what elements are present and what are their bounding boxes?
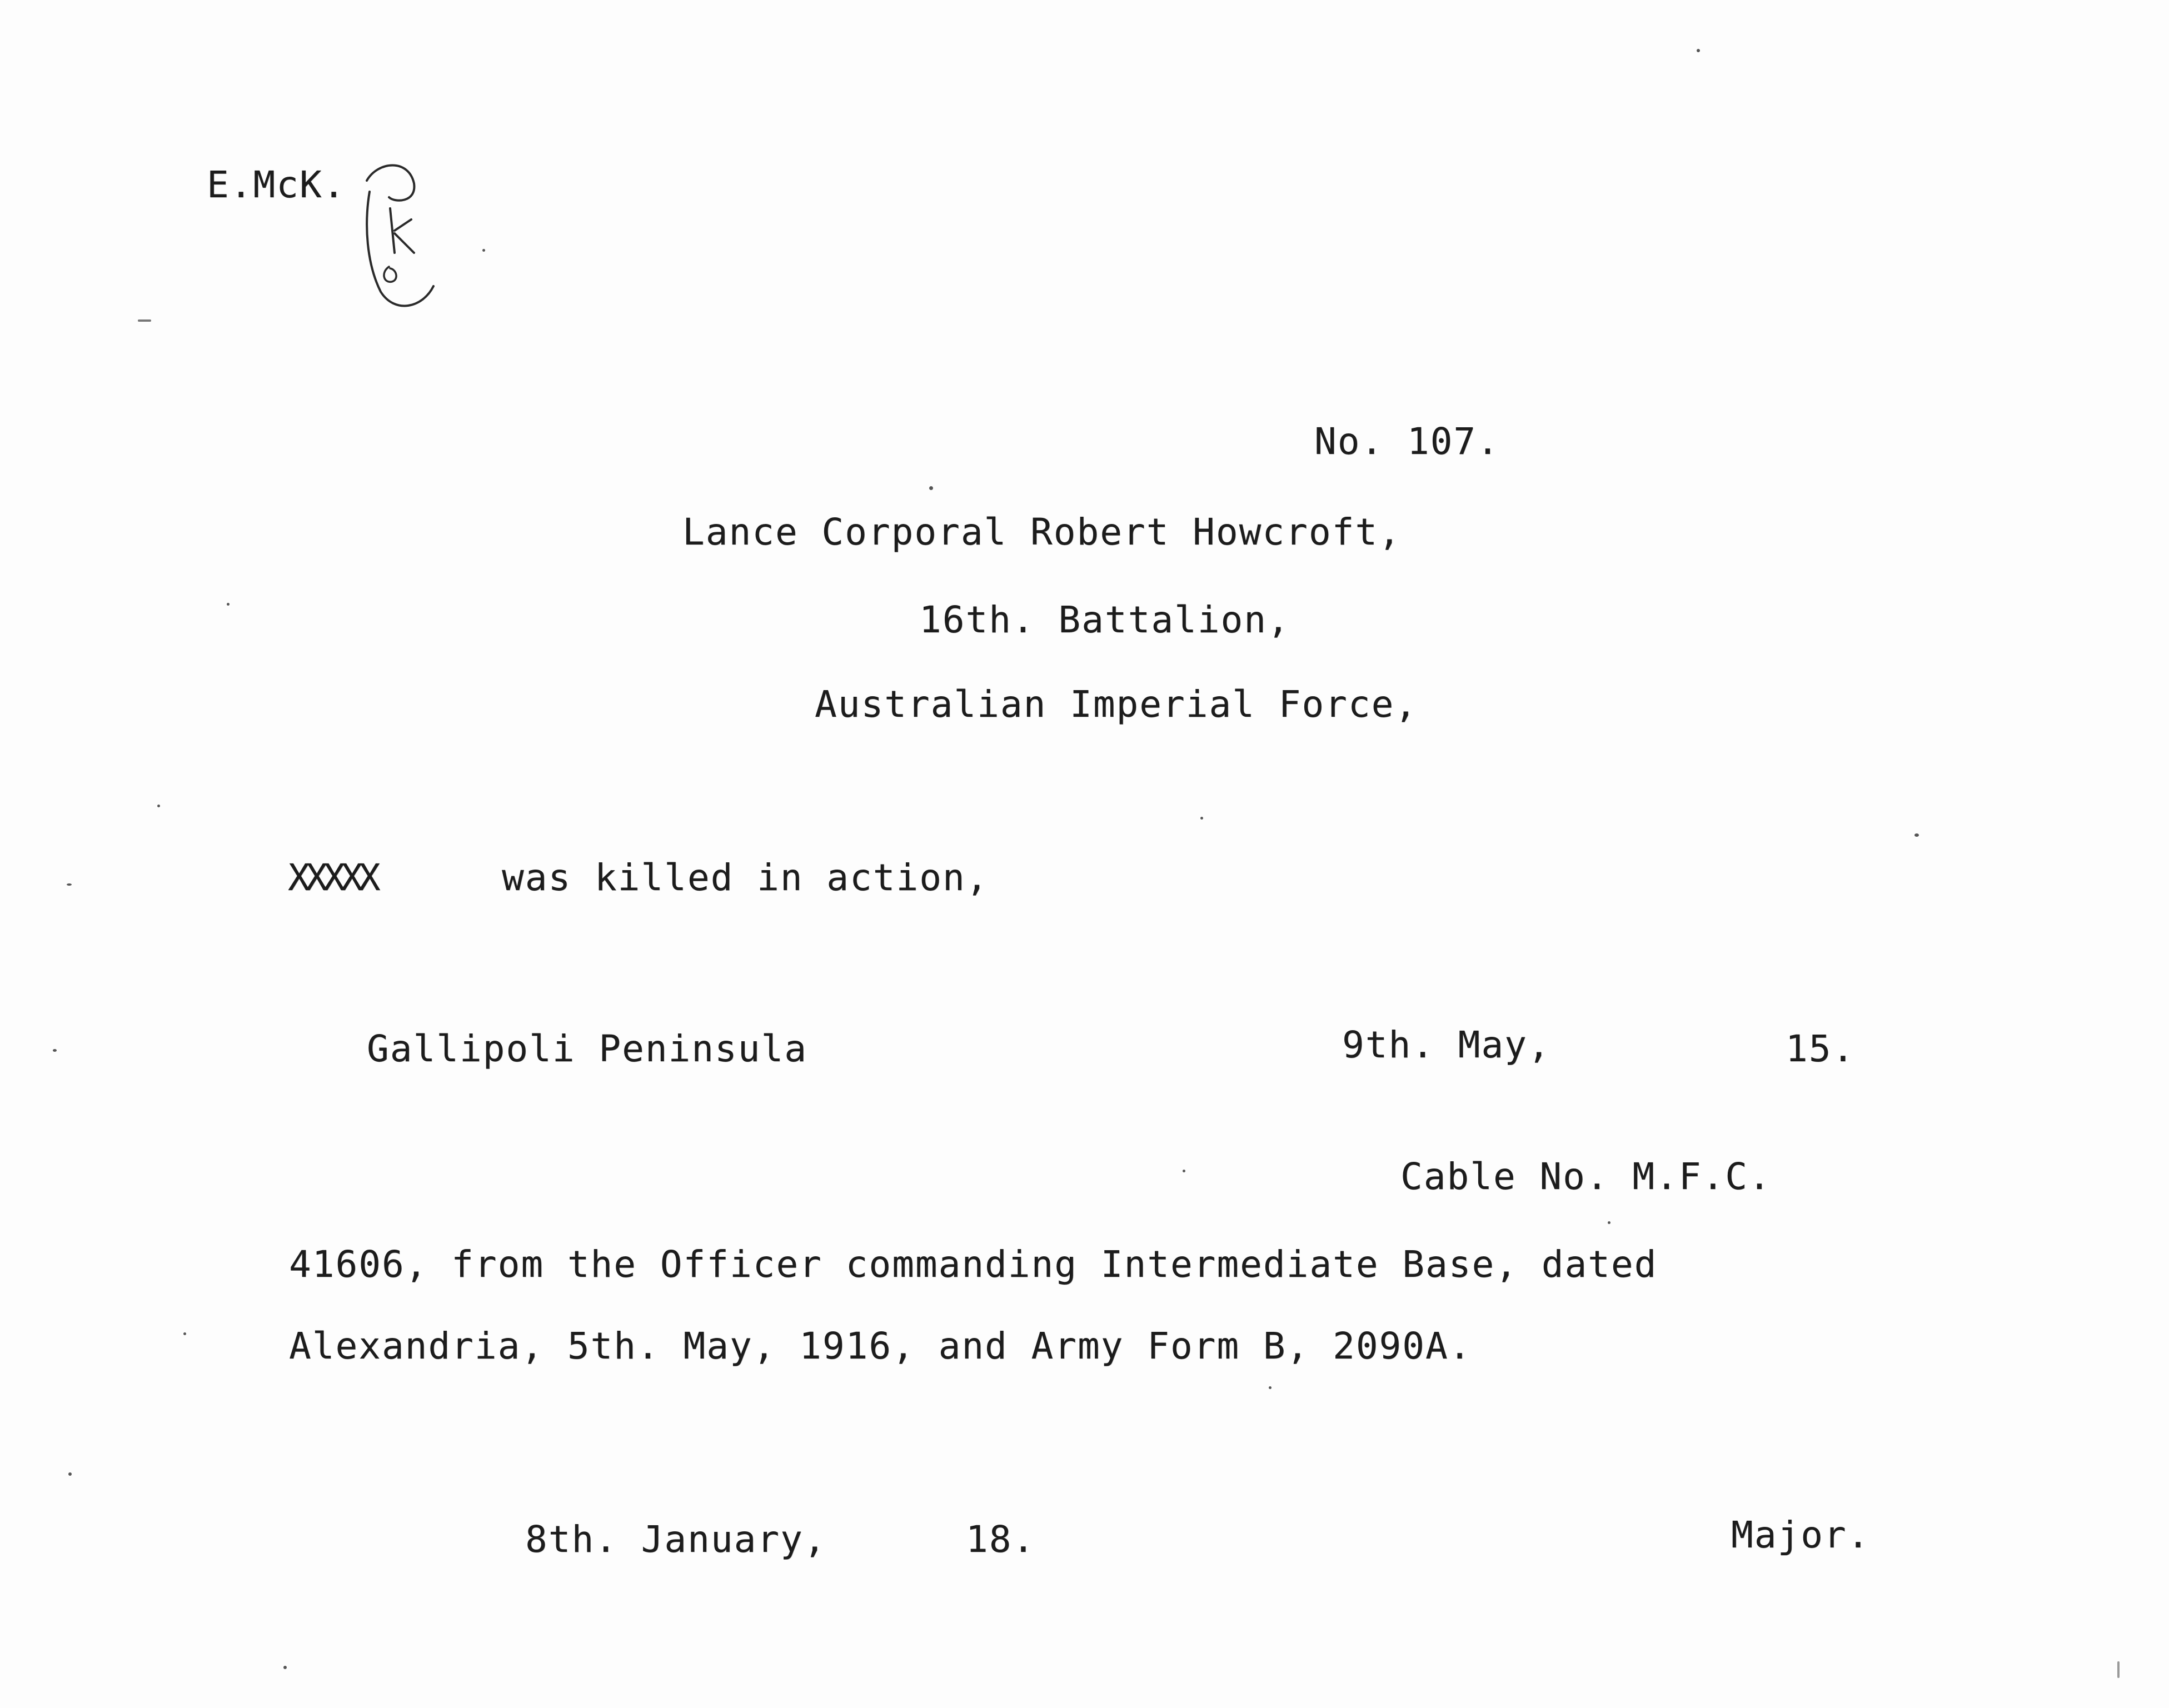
paper-speck: [157, 805, 160, 807]
soldier-force: Australian Imperial Force,: [815, 683, 1418, 726]
paper-speck: [1269, 1386, 1272, 1389]
soldier-unit: 16th. Battalion,: [919, 598, 1290, 641]
death-date: 9th. May,: [1342, 1023, 1551, 1066]
paper-speck: [53, 1049, 57, 1052]
soldier-rank-name: Lance Corporal Robert Howcroft,: [682, 511, 1402, 553]
struck-out-text: XXXXX: [288, 856, 376, 899]
issue-year: 18.: [966, 1518, 1036, 1561]
paper-speck: [1183, 1170, 1185, 1172]
death-year: 15.: [1786, 1027, 1856, 1070]
paper-speck: [1608, 1221, 1610, 1224]
death-location: Gallipoli Peninsula: [367, 1027, 807, 1070]
handwritten-initial-mark: [356, 158, 467, 319]
signatory-rank: Major.: [1731, 1514, 1871, 1556]
casualty-status: was killed in action,: [502, 856, 989, 899]
paper-speck: [1697, 49, 1700, 52]
record-number: No. 107.: [1314, 420, 1500, 463]
paper-speck: [1914, 833, 1919, 837]
paper-speck: [67, 883, 72, 886]
initials: E.McK.: [207, 163, 346, 206]
paper-speck: [2117, 1661, 2120, 1678]
paper-speck: [227, 603, 230, 606]
paper-speck: [138, 319, 151, 322]
paper-speck: [283, 1666, 287, 1669]
paper-speck: [482, 249, 485, 252]
paper-speck: [68, 1472, 72, 1476]
issue-date: 8th. January,: [525, 1518, 827, 1561]
paper-speck: [183, 1332, 186, 1335]
paper-speck: [929, 486, 933, 490]
source-line-3: Alexandria, 5th. May, 1916, and Army Form B, 2090A.: [289, 1325, 1472, 1367]
source-line-2: 41606, from the Officer commanding Intermediate Base, dated: [289, 1243, 1658, 1286]
paper-speck: [1200, 817, 1203, 820]
source-line-1: Cable No. M.F.C.: [1400, 1155, 1772, 1198]
